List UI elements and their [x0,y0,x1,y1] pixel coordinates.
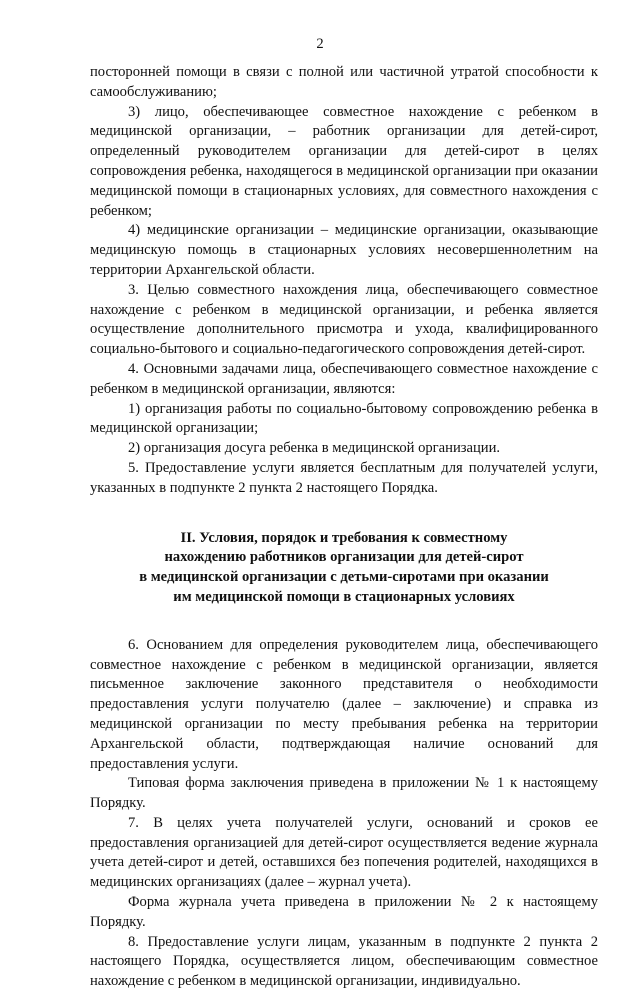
section-heading-line: им медицинской помощи в стационарных условиях [173,588,515,605]
section-heading [90,529,598,608]
paragraph-clause-5: 5. Предоставление услуги является бесплатным для получателей услуги, указанных в подпункте 2 пункта 2 настоящего Порядка. [90,459,598,496]
page-number: 2 [316,36,324,52]
paragraph-clause-3: 3. Целью совместного нахождения лица, обеспечивающего совместное нахождение с ребенком в медицинской организации, и ребенка является осуществление дополнительного присмотра и ухода, квалифицированного социально-бытового и социально-педагогического сопровождения детей-сирот. [90,281,598,358]
paragraph-form-note-2: Форма журнала учета приведена в приложении № 2 к настоящему Порядку. [90,894,598,930]
paragraph-subitem-2: 2) организация досуга ребенка в медицинской организации. [128,440,501,457]
paragraph-item-4: 4) медицинские организации – медицинские организации, оказывающие медицинскую помощь в стационарных условиях несовершеннолетним на территории Архангельской области. [90,222,598,278]
paragraph-clause-4: 4. Основными задачами лица, обеспечивающего совместное нахождение с ребенком в медицинской организации, являются: [90,360,598,397]
paragraph-subitem-1: 1) организация работы по социально-бытовому сопровождению ребенка в медицинской организации; [90,400,598,437]
paragraph-clause-6: 6. Основанием для определения руководителем лица, обеспечивающего совместное нахождение с ребенком в медицинской организации, является письменное заключение законного представителя о необходимости предоставления услуги получателю (далее – заключение) и справка из медицинской организации по месту пребывания ребенка на территории Архангельской области, подтверждающая наличие оснований для предоставления услуги. [90,636,598,772]
paragraph-clause-7: 7. В целях учета получателей услуги, оснований и сроков ее предоставления организацией для детей-сирот осуществляется ведение журнала учета детей-сирот и детей, оставшихся без попечения родителей, находящихся в медицинских организациях (далее – журнал учета). [90,814,598,891]
section-heading-line: в медицинской организации с детьми-сиротами при оказании [139,569,549,586]
document-body [90,63,598,992]
paragraph-clause-8: 8. Предоставление услуги лицам, указанным в подпункте 2 пункта 2 настоящего Порядка, осуществляется лицом, обеспечивающим совместное нахождение с ребенком в медицинской организации, индивидуально. [90,933,598,990]
section-heading-line: нахождению работников организации для детей-сирот [164,549,524,566]
section-heading-line: II. Условия, порядок и требования к совместному [180,529,508,546]
paragraph-continuation: посторонней помощи в связи с полной или частичной утратой способности к самообслуживанию; [90,64,598,100]
paragraph-form-note-1: Типовая форма заключения приведена в приложении № 1 к настоящему Порядку. [90,775,598,812]
paragraph-item-3: 3) лицо, обеспечивающее совместное нахождение с ребенком в медицинской организации, – работник организации для детей-сирот, определенный руководителем организации для детей-сирот в целях сопровождения ребенка, находящегося в медицинской организации при оказании медицинской помощи в стационарных условиях, для совместного нахождения с ребенком; [90,103,598,219]
